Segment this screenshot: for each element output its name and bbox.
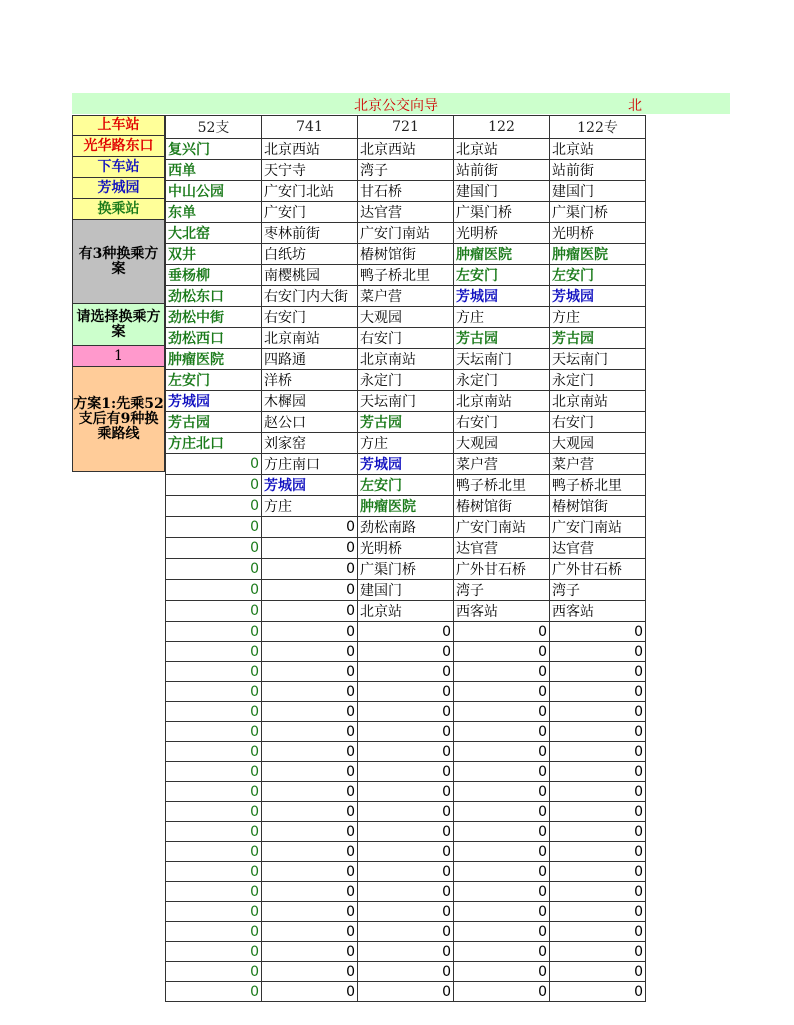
empty-cell[interactable]: 0 <box>550 742 646 762</box>
empty-cell[interactable]: 0 <box>550 802 646 822</box>
empty-cell[interactable]: 0 <box>166 496 262 517</box>
station-cell[interactable]: 椿树馆街 <box>454 496 550 517</box>
empty-cell[interactable]: 0 <box>166 842 262 862</box>
station-cell[interactable]: 永定门 <box>550 370 646 391</box>
table-row <box>166 160 646 181</box>
select-prompt: 请选择换乘方案 <box>72 304 165 346</box>
empty-cell[interactable]: 0 <box>358 962 454 982</box>
table-row <box>166 475 646 496</box>
empty-cell[interactable]: 0 <box>166 538 262 559</box>
empty-cell[interactable]: 0 <box>262 962 358 982</box>
empty-cell[interactable]: 0 <box>550 982 646 1002</box>
table-row <box>166 538 646 559</box>
station-cell[interactable]: 天坛南门 <box>550 349 646 370</box>
station-cell[interactable]: 东单 <box>166 202 262 223</box>
station-cell[interactable]: 建国门 <box>550 181 646 202</box>
empty-cell[interactable]: 0 <box>262 517 358 538</box>
table-row <box>166 822 646 842</box>
station-cell[interactable]: 天坛南门 <box>454 349 550 370</box>
station-cell[interactable]: 垂杨柳 <box>166 265 262 286</box>
table-row <box>166 682 646 702</box>
empty-cell[interactable]: 0 <box>166 722 262 742</box>
station-cell[interactable]: 右安门 <box>262 307 358 328</box>
station-cell[interactable]: 站前街 <box>550 160 646 181</box>
station-cell[interactable]: 南樱桃园 <box>262 265 358 286</box>
station-cell[interactable]: 菜户营 <box>454 454 550 475</box>
empty-cell[interactable]: 0 <box>454 742 550 762</box>
empty-cell[interactable]: 0 <box>550 822 646 842</box>
empty-cell[interactable]: 0 <box>454 842 550 862</box>
empty-cell[interactable]: 0 <box>454 802 550 822</box>
table-row <box>166 662 646 682</box>
station-cell[interactable]: 大北窑 <box>166 223 262 244</box>
station-cell[interactable]: 广渠门桥 <box>454 202 550 223</box>
table-row <box>166 601 646 622</box>
station-cell[interactable]: 肿瘤医院 <box>358 496 454 517</box>
station-cell[interactable]: 西客站 <box>550 601 646 622</box>
station-cell[interactable]: 双井 <box>166 244 262 265</box>
station-cell[interactable]: 方庄 <box>454 307 550 328</box>
station-cell[interactable]: 芳城园 <box>358 454 454 475</box>
empty-cell[interactable]: 0 <box>166 517 262 538</box>
station-cell[interactable]: 湾子 <box>550 580 646 601</box>
station-cell[interactable]: 站前街 <box>454 160 550 181</box>
station-cell[interactable]: 肿瘤医院 <box>166 349 262 370</box>
station-cell[interactable]: 天坛南门 <box>358 391 454 412</box>
station-cell[interactable]: 左安门 <box>166 370 262 391</box>
empty-cell[interactable]: 0 <box>262 782 358 802</box>
route-header[interactable]: 52支 <box>166 116 262 139</box>
station-cell[interactable]: 广外甘石桥 <box>454 559 550 580</box>
empty-cell[interactable]: 0 <box>454 822 550 842</box>
station-cell[interactable]: 北京西站 <box>358 139 454 160</box>
station-cell[interactable]: 光明桥 <box>358 538 454 559</box>
empty-cell[interactable]: 0 <box>550 842 646 862</box>
station-cell[interactable]: 北京南站 <box>358 349 454 370</box>
empty-cell[interactable]: 0 <box>454 782 550 802</box>
station-cell[interactable]: 中山公园 <box>166 181 262 202</box>
empty-cell[interactable]: 0 <box>358 802 454 822</box>
station-cell[interactable]: 湾子 <box>358 160 454 181</box>
station-cell[interactable]: 达官营 <box>358 202 454 223</box>
station-cell[interactable]: 芳城园 <box>454 286 550 307</box>
empty-cell[interactable]: 0 <box>262 622 358 642</box>
board-label: 上车站 <box>72 115 165 136</box>
station-cell[interactable]: 芳古园 <box>358 412 454 433</box>
empty-cell[interactable]: 0 <box>262 662 358 682</box>
route-table <box>165 115 646 1002</box>
empty-cell[interactable]: 0 <box>358 662 454 682</box>
station-cell[interactable]: 劲松中街 <box>166 307 262 328</box>
empty-cell[interactable]: 0 <box>262 942 358 962</box>
station-cell[interactable]: 大观园 <box>550 433 646 454</box>
station-cell[interactable]: 方庄北口 <box>166 433 262 454</box>
table-row <box>166 139 646 160</box>
station-cell[interactable]: 北京站 <box>454 139 550 160</box>
sheet-title: 北京公交向导 <box>354 98 438 114</box>
table-row <box>166 328 646 349</box>
station-cell[interactable]: 甘石桥 <box>358 181 454 202</box>
station-cell[interactable]: 永定门 <box>358 370 454 391</box>
station-cell[interactable]: 左安门 <box>358 475 454 496</box>
route-header[interactable]: 122 <box>454 116 550 139</box>
empty-cell[interactable]: 0 <box>550 702 646 722</box>
table-row <box>166 349 646 370</box>
table-row <box>166 842 646 862</box>
station-cell[interactable]: 广安门南站 <box>454 517 550 538</box>
empty-cell[interactable]: 0 <box>454 902 550 922</box>
title-bar <box>72 93 730 114</box>
empty-cell[interactable]: 0 <box>358 862 454 882</box>
station-cell[interactable]: 复兴门 <box>166 139 262 160</box>
empty-cell[interactable]: 0 <box>454 942 550 962</box>
station-cell[interactable]: 广渠门桥 <box>550 202 646 223</box>
empty-cell[interactable]: 0 <box>358 842 454 862</box>
empty-cell[interactable]: 0 <box>358 942 454 962</box>
station-cell[interactable]: 湾子 <box>454 580 550 601</box>
station-cell[interactable]: 枣林前街 <box>262 223 358 244</box>
empty-cell[interactable]: 0 <box>550 722 646 742</box>
station-cell[interactable]: 大观园 <box>454 433 550 454</box>
table-row <box>166 862 646 882</box>
station-cell[interactable]: 椿树馆街 <box>358 244 454 265</box>
station-cell[interactable]: 木樨园 <box>262 391 358 412</box>
station-cell[interactable]: 鸭子桥北里 <box>358 265 454 286</box>
station-cell[interactable]: 右安门 <box>550 412 646 433</box>
empty-cell[interactable]: 0 <box>550 762 646 782</box>
empty-cell[interactable]: 0 <box>358 982 454 1002</box>
empty-cell[interactable]: 0 <box>262 722 358 742</box>
left-panel <box>72 115 165 472</box>
empty-cell[interactable]: 0 <box>166 802 262 822</box>
station-cell[interactable]: 右安门内大街 <box>262 286 358 307</box>
table-row <box>166 802 646 822</box>
empty-cell[interactable]: 0 <box>550 662 646 682</box>
station-cell[interactable]: 永定门 <box>454 370 550 391</box>
table-row <box>166 559 646 580</box>
empty-cell[interactable]: 0 <box>166 475 262 496</box>
option-description: 方案1:先乘52支后有9种换乘路线 <box>72 367 165 472</box>
station-cell[interactable]: 左安门 <box>550 265 646 286</box>
empty-cell[interactable]: 0 <box>550 782 646 802</box>
empty-cell[interactable]: 0 <box>454 962 550 982</box>
empty-cell[interactable]: 0 <box>166 862 262 882</box>
station-cell[interactable]: 广安门 <box>262 202 358 223</box>
option-selector[interactable]: 1 <box>72 346 165 367</box>
empty-cell[interactable]: 0 <box>166 559 262 580</box>
station-cell[interactable]: 北京西站 <box>262 139 358 160</box>
empty-cell[interactable]: 0 <box>166 882 262 902</box>
empty-cell[interactable]: 0 <box>358 882 454 902</box>
station-cell[interactable]: 方庄 <box>550 307 646 328</box>
station-cell[interactable]: 大观园 <box>358 307 454 328</box>
station-cell[interactable]: 芳城园 <box>550 286 646 307</box>
empty-cell[interactable]: 0 <box>166 902 262 922</box>
station-cell[interactable]: 建国门 <box>358 580 454 601</box>
empty-cell[interactable]: 0 <box>550 642 646 662</box>
station-cell[interactable]: 劲松南路 <box>358 517 454 538</box>
station-cell[interactable]: 北京站 <box>358 601 454 622</box>
empty-cell[interactable]: 0 <box>550 682 646 702</box>
table-row <box>166 223 646 244</box>
station-cell[interactable]: 方庄 <box>358 433 454 454</box>
station-cell[interactable]: 天宁寺 <box>262 160 358 181</box>
empty-cell[interactable]: 0 <box>358 622 454 642</box>
empty-cell[interactable]: 0 <box>166 702 262 722</box>
table-row <box>166 722 646 742</box>
table-row <box>166 286 646 307</box>
empty-cell[interactable]: 0 <box>358 642 454 662</box>
empty-cell[interactable]: 0 <box>454 642 550 662</box>
empty-cell[interactable]: 0 <box>262 922 358 942</box>
empty-cell[interactable]: 0 <box>454 862 550 882</box>
empty-cell[interactable]: 0 <box>166 622 262 642</box>
alight-label: 下车站 <box>72 157 165 178</box>
table-row <box>166 962 646 982</box>
station-cell[interactable]: 北京南站 <box>550 391 646 412</box>
table-row <box>166 762 646 782</box>
empty-cell[interactable]: 0 <box>550 862 646 882</box>
empty-cell[interactable]: 0 <box>358 822 454 842</box>
empty-cell[interactable]: 0 <box>262 682 358 702</box>
station-cell[interactable]: 肿瘤医院 <box>454 244 550 265</box>
empty-cell[interactable]: 0 <box>550 942 646 962</box>
empty-cell[interactable]: 0 <box>166 942 262 962</box>
station-cell[interactable]: 鸭子桥北里 <box>454 475 550 496</box>
station-cell[interactable]: 左安门 <box>454 265 550 286</box>
empty-cell[interactable]: 0 <box>358 702 454 722</box>
station-cell[interactable]: 右安门 <box>454 412 550 433</box>
empty-cell[interactable]: 0 <box>262 822 358 842</box>
empty-cell[interactable]: 0 <box>262 742 358 762</box>
empty-cell[interactable]: 0 <box>262 982 358 1002</box>
empty-cell[interactable]: 0 <box>454 662 550 682</box>
empty-cell[interactable]: 0 <box>358 782 454 802</box>
table-row <box>166 433 646 454</box>
station-cell[interactable]: 芳城园 <box>166 391 262 412</box>
route-header[interactable]: 721 <box>358 116 454 139</box>
empty-cell[interactable]: 0 <box>166 642 262 662</box>
empty-cell[interactable]: 0 <box>262 702 358 722</box>
table-row <box>166 702 646 722</box>
empty-cell[interactable]: 0 <box>166 762 262 782</box>
empty-cell[interactable]: 0 <box>166 580 262 601</box>
empty-cell[interactable]: 0 <box>262 601 358 622</box>
sheet-title-overflow: 北 <box>628 98 642 114</box>
empty-cell[interactable]: 0 <box>358 902 454 922</box>
station-cell[interactable]: 广外甘石桥 <box>550 559 646 580</box>
table-row <box>166 244 646 265</box>
empty-cell[interactable]: 0 <box>262 538 358 559</box>
empty-cell[interactable]: 0 <box>262 642 358 662</box>
empty-cell[interactable]: 0 <box>166 662 262 682</box>
table-row <box>166 412 646 433</box>
station-cell[interactable]: 建国门 <box>454 181 550 202</box>
station-cell[interactable]: 西单 <box>166 160 262 181</box>
options-count: 有3种换乘方案 <box>72 220 165 304</box>
table-row <box>166 265 646 286</box>
empty-cell[interactable]: 0 <box>550 962 646 982</box>
route-header[interactable]: 741 <box>262 116 358 139</box>
table-row <box>166 496 646 517</box>
table-row <box>166 642 646 662</box>
station-cell[interactable]: 广安门北站 <box>262 181 358 202</box>
station-cell[interactable]: 芳城园 <box>262 475 358 496</box>
empty-cell[interactable]: 0 <box>166 682 262 702</box>
table-row <box>166 982 646 1002</box>
station-cell[interactable]: 广安门南站 <box>550 517 646 538</box>
empty-cell[interactable]: 0 <box>454 702 550 722</box>
empty-cell[interactable]: 0 <box>166 454 262 475</box>
empty-cell[interactable]: 0 <box>166 601 262 622</box>
empty-cell[interactable]: 0 <box>166 822 262 842</box>
station-cell[interactable]: 达官营 <box>454 538 550 559</box>
station-cell[interactable]: 洋桥 <box>262 370 358 391</box>
station-cell[interactable]: 右安门 <box>358 328 454 349</box>
station-cell[interactable]: 北京站 <box>550 139 646 160</box>
empty-cell[interactable]: 0 <box>358 922 454 942</box>
table-row <box>166 391 646 412</box>
station-cell[interactable]: 刘家窑 <box>262 433 358 454</box>
station-cell[interactable]: 菜户营 <box>358 286 454 307</box>
table-row <box>166 454 646 475</box>
station-cell[interactable]: 方庄南口 <box>262 454 358 475</box>
table-row <box>166 922 646 942</box>
empty-cell[interactable]: 0 <box>262 902 358 922</box>
station-cell[interactable]: 广安门南站 <box>358 223 454 244</box>
empty-cell[interactable]: 0 <box>454 622 550 642</box>
station-cell[interactable]: 赵公口 <box>262 412 358 433</box>
empty-cell[interactable]: 0 <box>454 882 550 902</box>
station-cell[interactable]: 达官营 <box>550 538 646 559</box>
station-cell[interactable]: 芳古园 <box>550 328 646 349</box>
empty-cell[interactable]: 0 <box>262 559 358 580</box>
station-cell[interactable]: 光明桥 <box>550 223 646 244</box>
table-row <box>166 370 646 391</box>
empty-cell[interactable]: 0 <box>262 802 358 822</box>
empty-cell[interactable]: 0 <box>166 742 262 762</box>
empty-cell[interactable]: 0 <box>358 722 454 742</box>
empty-cell[interactable]: 0 <box>550 922 646 942</box>
empty-cell[interactable]: 0 <box>166 922 262 942</box>
empty-cell[interactable]: 0 <box>262 762 358 782</box>
table-row <box>166 782 646 802</box>
station-cell[interactable]: 北京南站 <box>262 328 358 349</box>
station-cell[interactable]: 肿瘤医院 <box>550 244 646 265</box>
empty-cell[interactable]: 0 <box>454 922 550 942</box>
empty-cell[interactable]: 0 <box>550 882 646 902</box>
alight-station[interactable]: 芳城园 <box>72 178 165 199</box>
table-row <box>166 902 646 922</box>
empty-cell[interactable]: 0 <box>358 742 454 762</box>
empty-cell[interactable]: 0 <box>358 762 454 782</box>
empty-cell[interactable]: 0 <box>262 862 358 882</box>
empty-cell[interactable]: 0 <box>454 682 550 702</box>
empty-cell[interactable]: 0 <box>550 622 646 642</box>
table-row <box>166 882 646 902</box>
table-row <box>166 742 646 762</box>
empty-cell[interactable]: 0 <box>454 982 550 1002</box>
empty-cell[interactable]: 0 <box>550 902 646 922</box>
empty-cell[interactable]: 0 <box>166 782 262 802</box>
empty-cell[interactable]: 0 <box>166 982 262 1002</box>
table-row <box>166 307 646 328</box>
empty-cell[interactable]: 0 <box>454 762 550 782</box>
table-row <box>166 580 646 601</box>
transfer-label: 换乘站 <box>72 199 165 220</box>
empty-cell[interactable]: 0 <box>166 962 262 982</box>
empty-cell[interactable]: 0 <box>454 722 550 742</box>
station-cell[interactable]: 芳古园 <box>454 328 550 349</box>
station-cell[interactable]: 劲松西口 <box>166 328 262 349</box>
station-cell[interactable]: 芳古园 <box>166 412 262 433</box>
station-cell[interactable]: 菜户营 <box>550 454 646 475</box>
table-row <box>166 181 646 202</box>
board-station[interactable]: 光华路东口 <box>72 136 165 157</box>
station-cell[interactable]: 四路通 <box>262 349 358 370</box>
station-cell[interactable]: 白纸坊 <box>262 244 358 265</box>
station-cell[interactable]: 鸭子桥北里 <box>550 475 646 496</box>
empty-cell[interactable]: 0 <box>358 682 454 702</box>
table-row <box>166 202 646 223</box>
station-cell[interactable]: 北京南站 <box>454 391 550 412</box>
station-cell[interactable]: 广渠门桥 <box>358 559 454 580</box>
station-cell[interactable]: 劲松东口 <box>166 286 262 307</box>
station-cell[interactable]: 光明桥 <box>454 223 550 244</box>
station-cell[interactable]: 西客站 <box>454 601 550 622</box>
table-row <box>166 622 646 642</box>
empty-cell[interactable]: 0 <box>262 882 358 902</box>
station-cell[interactable]: 方庄 <box>262 496 358 517</box>
table-row <box>166 517 646 538</box>
route-header-row <box>166 116 646 139</box>
station-cell[interactable]: 椿树馆街 <box>550 496 646 517</box>
table-row <box>166 942 646 962</box>
empty-cell[interactable]: 0 <box>262 842 358 862</box>
empty-cell[interactable]: 0 <box>262 580 358 601</box>
route-header[interactable]: 122专 <box>550 116 646 139</box>
